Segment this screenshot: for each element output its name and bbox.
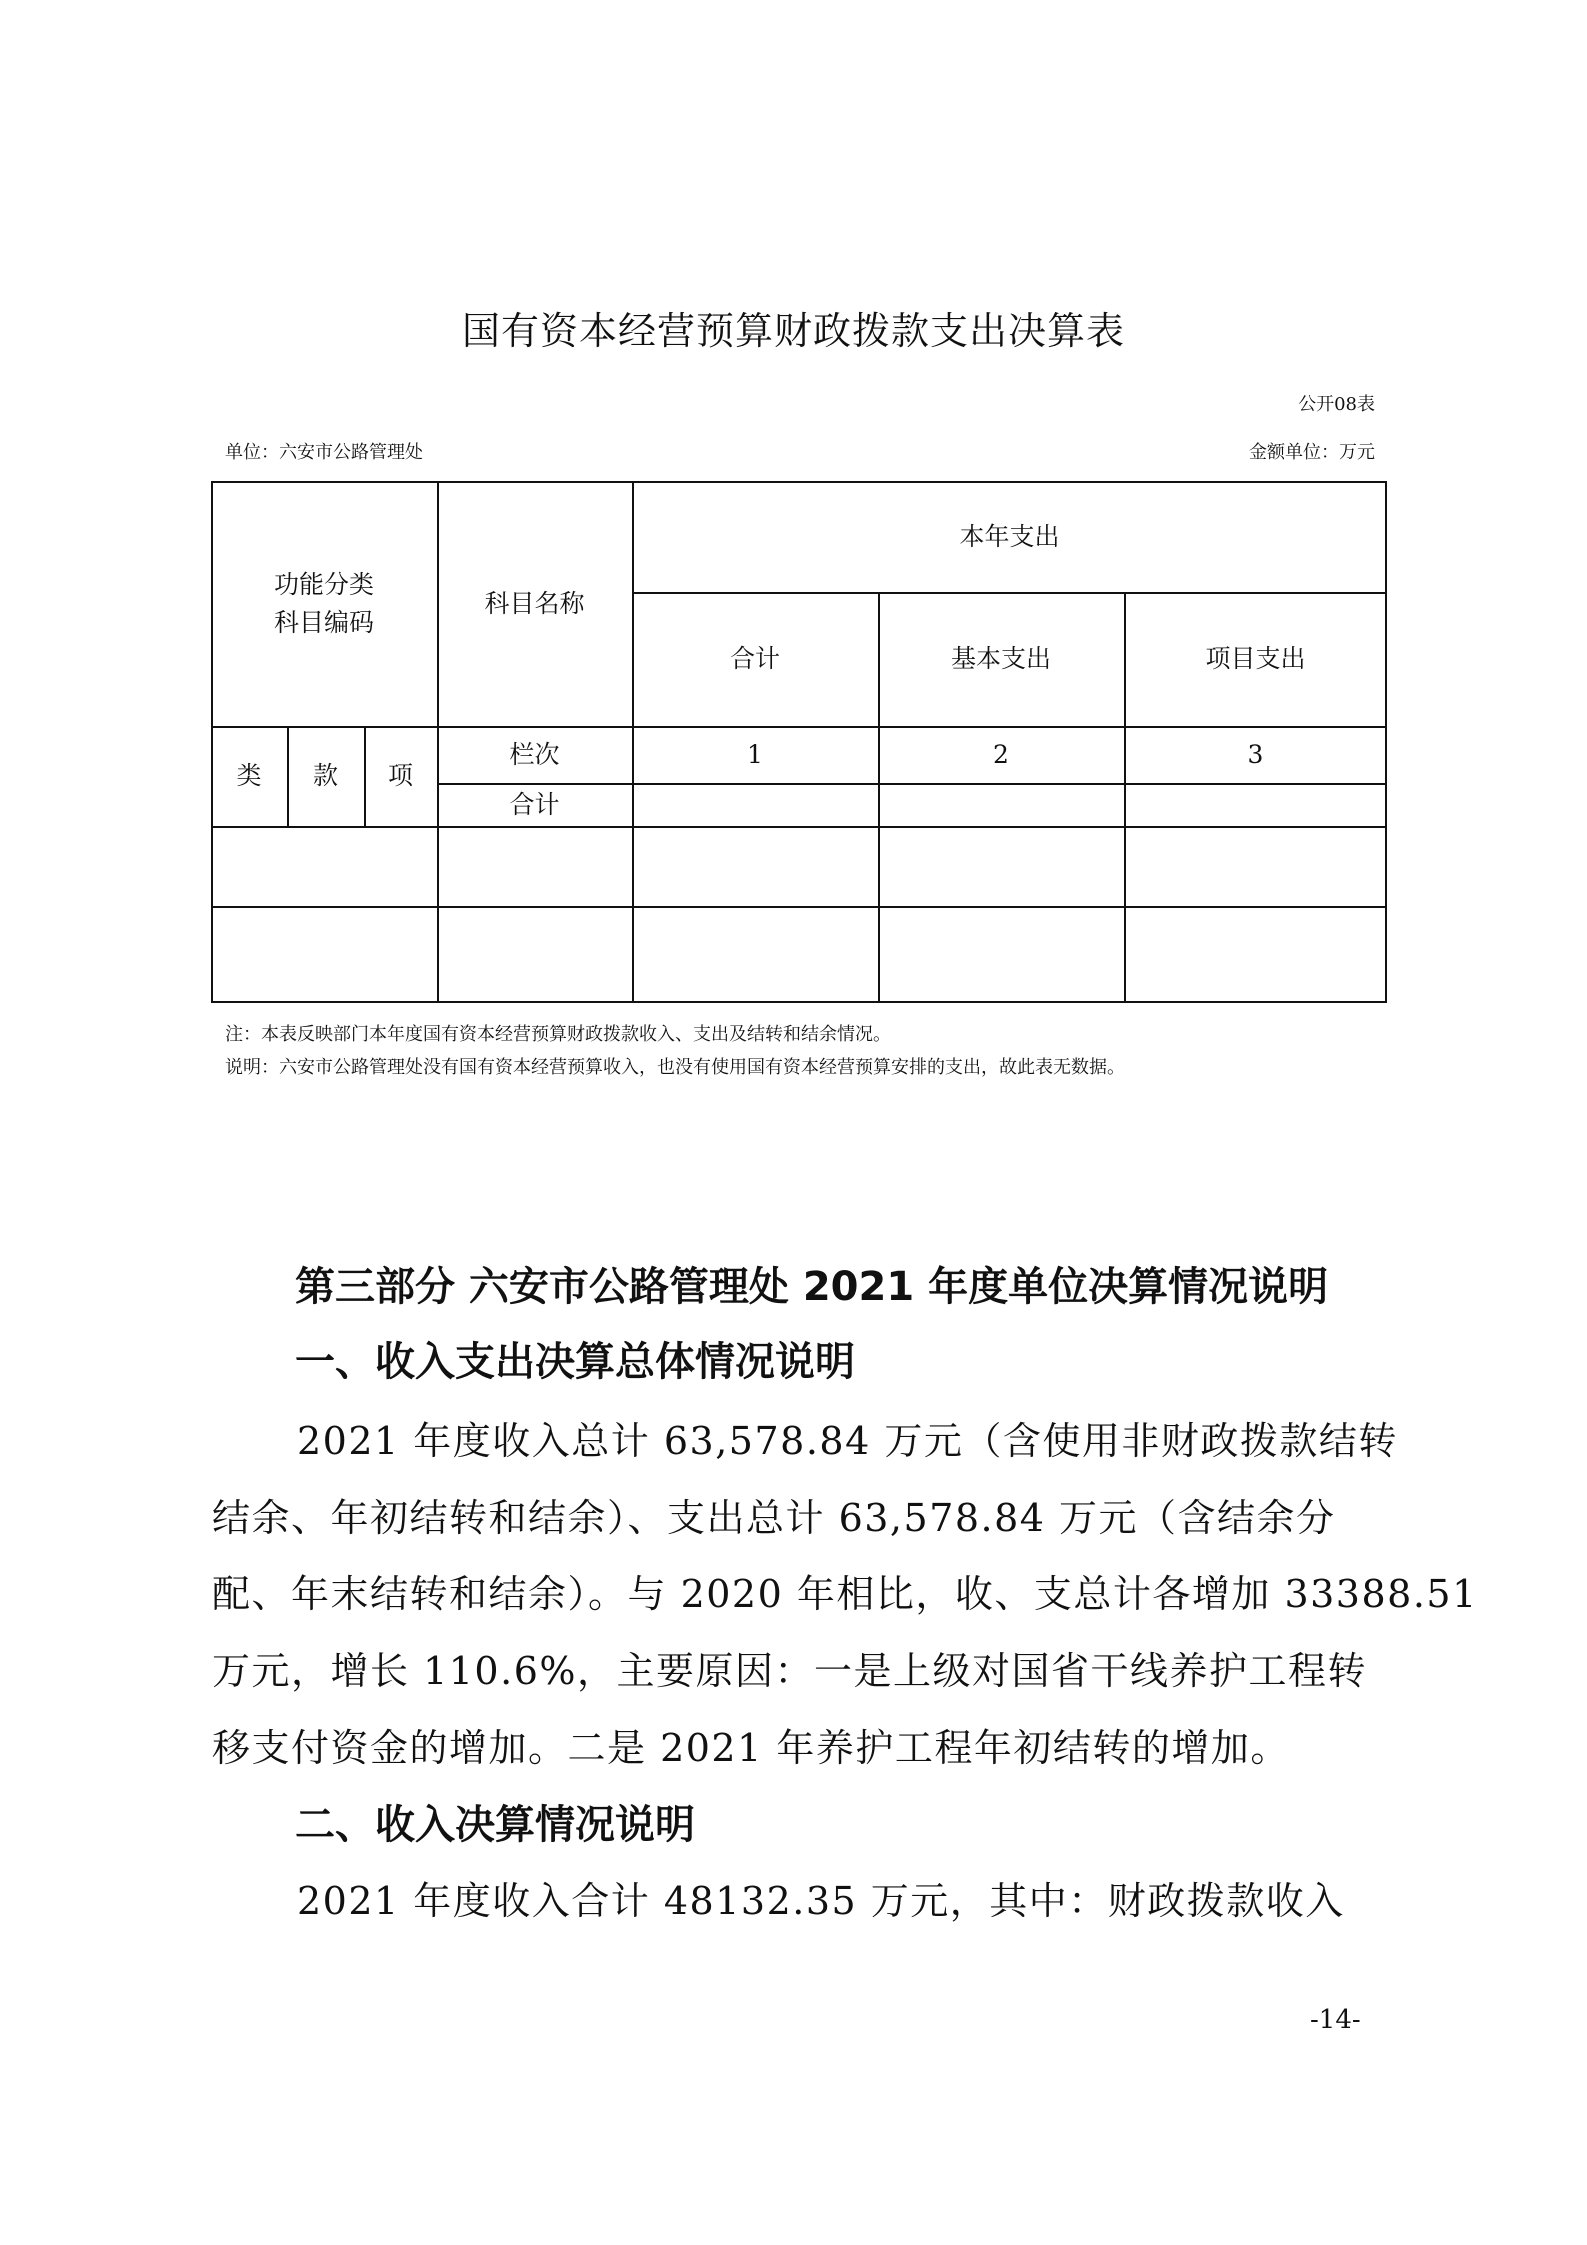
- document-title: 国有资本经营预算财政拨款支出决算表: [461, 309, 1125, 353]
- table-row-name: [437, 906, 632, 1003]
- header-function-class-line2: 科目编码: [273, 607, 374, 637]
- total-row-value: [1124, 783, 1387, 826]
- unit-label: 单位：六安市公路管理处: [225, 442, 423, 463]
- paragraph-line: 2021 年度收入合计 48132.35 万元，其中：财政拨款收入: [297, 1879, 1345, 1923]
- header-lei: 类: [236, 761, 262, 790]
- table-row-value: [632, 826, 878, 906]
- table-row-value: [878, 826, 1124, 906]
- total-row-value: [878, 783, 1124, 826]
- header-kuan: 款: [312, 761, 338, 790]
- table-row-value: [1124, 826, 1387, 906]
- table-row-code: [211, 826, 437, 906]
- paragraph-line: 万元，增长 110.6%，主要原因：一是上级对国省干线养护工程转: [212, 1649, 1367, 1693]
- total-row-value: [632, 783, 878, 826]
- header-current-year-expense: 本年支出: [959, 521, 1060, 551]
- form-code: 公开08表: [1298, 394, 1375, 415]
- table-row-value: [1124, 906, 1387, 1003]
- header-xiang: 项: [387, 761, 413, 790]
- section-heading-1: 一、收入支出决算总体情况说明: [295, 1339, 855, 1385]
- column-index-3: 3: [1247, 739, 1264, 769]
- paragraph-line: 2021 年度收入总计 63,578.84 万元（含使用非财政拨款结转: [297, 1419, 1398, 1463]
- header-project-expense: 项目支出: [1205, 644, 1306, 673]
- paragraph-line: 结余、年初结转和结余）、支出总计 63,578.84 万元（含结余分: [212, 1496, 1336, 1540]
- table-explanation: 说明：六安市公路管理处没有国有资本经营预算收入，也没有使用国有资本经营预算安排的支出，故此表无数据。: [225, 1057, 1125, 1078]
- table-note: 注：本表反映部门本年度国有资本经营预算财政拨款收入、支出及结转和结余情况。: [225, 1024, 891, 1045]
- table-row-value: [878, 906, 1124, 1003]
- header-function-class: [211, 481, 437, 726]
- paragraph-line: 移支付资金的增加。二是 2021 年养护工程年初结转的增加。: [212, 1726, 1290, 1770]
- header-total: 合计: [729, 644, 780, 673]
- header-subject-name: 科目名称: [484, 588, 585, 618]
- section-heading-2: 二、收入决算情况说明: [295, 1802, 695, 1848]
- table-row-value: [632, 906, 878, 1003]
- column-index-2: 2: [993, 739, 1009, 769]
- part-heading: 第三部分 六安市公路管理处 2021 年度单位决算情况说明: [295, 1264, 1329, 1310]
- header-basic-expense: 基本支出: [950, 644, 1051, 673]
- table-row-name: [437, 826, 632, 906]
- total-row-label: 合计: [509, 789, 560, 819]
- amount-unit-label: 金额单位：万元: [1249, 442, 1375, 463]
- header-function-class-line1: 功能分类: [273, 569, 374, 599]
- table-row-code: [211, 906, 437, 1003]
- page-number: -14-: [1310, 2005, 1361, 2035]
- column-index-1: 1: [747, 739, 763, 769]
- paragraph-line: 配、年末结转和结余）。与 2020 年相比，收、支总计各增加 33388.51: [212, 1572, 1478, 1616]
- column-index-label: 栏次: [509, 739, 560, 769]
